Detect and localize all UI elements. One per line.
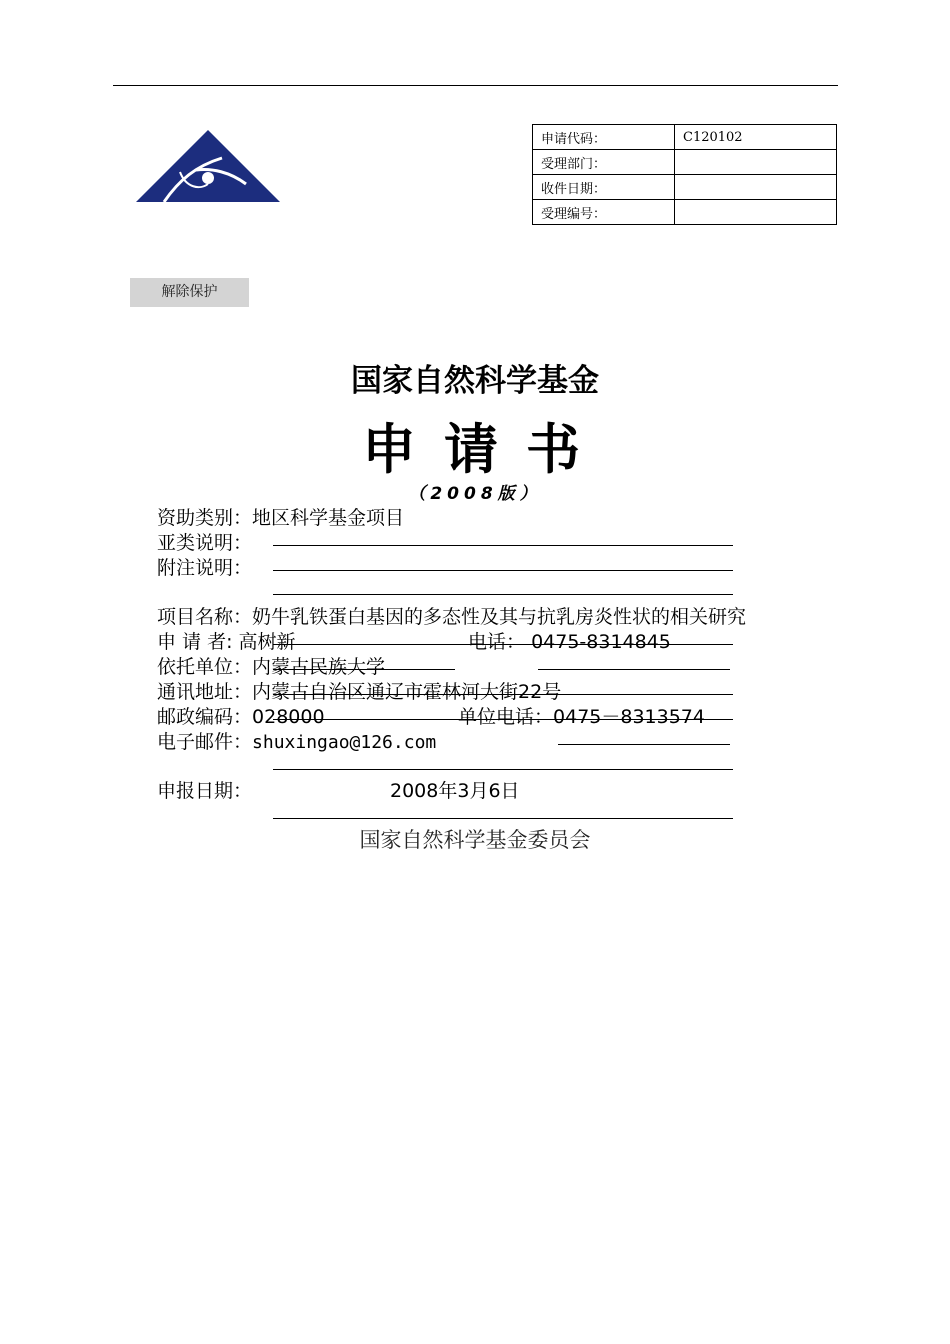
funding-category-row [157, 503, 404, 530]
postcode-row [157, 702, 325, 729]
unit-phone-label: 单位电话： [458, 706, 554, 728]
address-label: 通讯地址： [157, 681, 253, 703]
phone-row [468, 627, 671, 654]
note-field[interactable] [273, 570, 733, 571]
phone-value[interactable]: 0475-8314845 [531, 631, 671, 653]
date-label: 申报日期： [157, 780, 253, 802]
info-label: 受理编号： [533, 200, 675, 225]
info-value[interactable] [675, 175, 837, 200]
email-underline [558, 744, 730, 745]
funding-category-label: 资助类别： [157, 507, 253, 529]
subcategory-field[interactable] [273, 545, 733, 546]
institution-label: 依托单位： [157, 656, 253, 678]
document-subtitle: 申请书 [362, 417, 608, 481]
footer-organization: 国家自然科学基金委员会 [359, 828, 591, 852]
address-value[interactable]: 内蒙古自治区通辽市霍林河大街22号 [252, 681, 562, 703]
note-row [157, 553, 252, 580]
applicant-row [157, 627, 296, 654]
table-row [533, 150, 837, 175]
unit-phone-row [458, 702, 705, 729]
postcode-label: 邮政编码： [157, 706, 253, 728]
unprotect-button[interactable]: 解除保护 [130, 278, 249, 307]
nsfc-logo-icon [134, 128, 282, 206]
info-table [532, 124, 837, 225]
info-value[interactable] [675, 200, 837, 225]
address-row [157, 677, 561, 704]
postcode-value[interactable]: 028000 [252, 706, 325, 728]
postcode-underline [273, 719, 733, 720]
table-row [533, 175, 837, 200]
top-rule [113, 85, 838, 86]
info-label: 申请代码： [533, 125, 675, 150]
table-row [533, 125, 837, 150]
page-title: 国家自然科学基金 [351, 363, 599, 399]
applicant-label: 申 请 者: [157, 631, 233, 653]
address-underline [273, 694, 733, 695]
subcategory-label: 亚类说明： [157, 532, 253, 554]
email-value[interactable]: shuxingao@126.com [252, 732, 437, 753]
institution-row [157, 652, 385, 679]
info-label: 受理部门： [533, 150, 675, 175]
email-underline-2 [273, 769, 733, 770]
project-name-value[interactable]: 奶牛乳铁蛋白基因的多态性及其与抗乳房炎性状的相关研究 [252, 606, 747, 628]
info-value[interactable]: C120102 [675, 125, 837, 150]
email-row [157, 727, 436, 754]
project-name-row [157, 602, 746, 629]
note-label: 附注说明： [157, 557, 253, 579]
subcategory-row [157, 528, 252, 555]
unit-phone-value[interactable]: 0475－8313574 [553, 706, 705, 728]
phone-label: 电话： [468, 631, 526, 653]
info-value[interactable] [675, 150, 837, 175]
version-label: （2008版） [408, 484, 542, 504]
info-label: 收件日期： [533, 175, 675, 200]
table-row [533, 200, 837, 225]
note-field-line-2[interactable] [273, 594, 733, 595]
email-label: 电子邮件： [157, 731, 253, 753]
date-underline [273, 818, 733, 819]
applicant-underline [273, 644, 733, 645]
institution-underline-2 [538, 669, 730, 670]
applicant-value[interactable]: 高树新 [238, 631, 296, 653]
date-row [157, 776, 252, 803]
project-name-label: 项目名称： [157, 606, 253, 628]
funding-category-value[interactable]: 地区科学基金项目 [252, 507, 405, 529]
institution-value[interactable]: 内蒙古民族大学 [252, 656, 386, 678]
date-value[interactable]: 2008年3月6日 [390, 780, 520, 802]
institution-underline [273, 669, 455, 670]
